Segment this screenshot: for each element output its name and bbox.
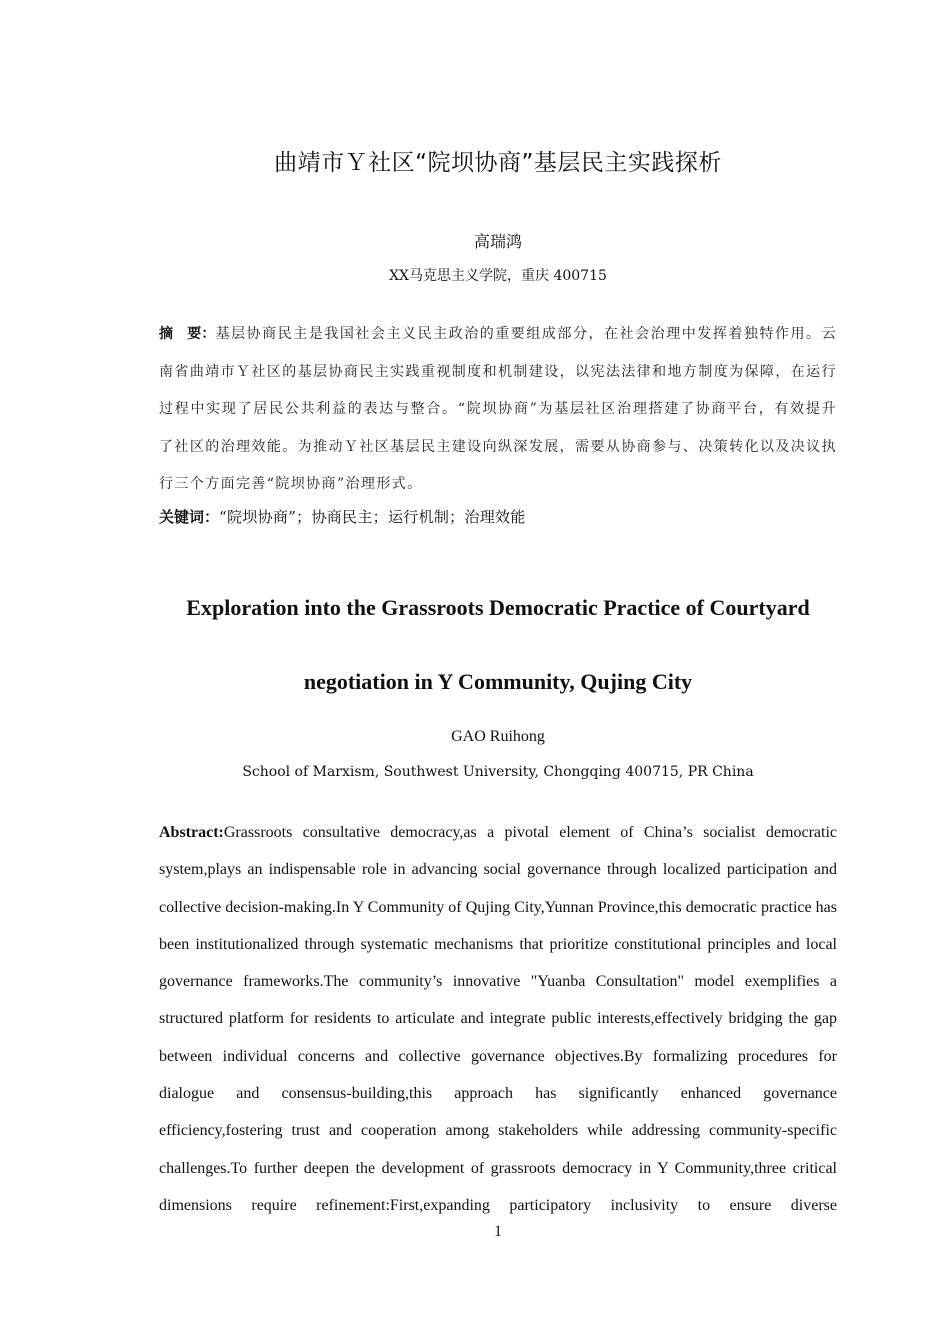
english-title-line-1: Exploration into the Grassroots Democratic Practice of Courtyard [186,595,810,620]
chinese-abstract-text: 基层协商民主是我国社会主义民主政治的重要组成部分，在社会治理中发挥着独特作用。云南省曲靖市Ｙ社区的基层协商民主实践重视制度和机制建设，以宪法法律和地方制度为保障，在运行过程中实现了居民公共利益的表达与整合。“院坝协商”为基层社区治理搭建了协商平台，有效提升了社区的治理效能。为推动Ｙ社区基层民主建设向纵深发展，需要从协商参与、决策转化以及决议执行三个方面完善“院坝协商”治理形式。 [159,326,838,492]
chinese-keywords [159,506,837,527]
chinese-keywords-label: 关键词： [159,508,220,526]
chinese-affiliation: XX马克思主义学院，重庆 400715 [389,268,607,284]
chinese-abstract [159,316,837,504]
page-number: 1 [494,1223,502,1240]
english-title-line-2: negotiation in Y Community, Qujing City [303,669,693,694]
english-abstract-text: Grassroots consultative democracy,as a pivotal element of China’s socialist democratic system,plays an indispensable role in advancing social governance through localized participation and collective decision-making.In Y Community of Qujing City,Yunnan Province,this democratic practice has been institutionalized through systematic mechanisms that prioritize constitutional principles and local governance frameworks.The community’s innovative "Yuanba Consultation" model exemplifies a structured platform for residents to articulate and integrate public interests,effectively bridging the gap between individual concerns and collective governance objectives.By formalizing procedures for dialogue and consensus-building,this approach has significantly enhanced governance efficiency,fostering trust and cooperation among stakeholders while addressing community-specific challenges.To further deepen the development of grassroots democracy in Y Community,three critical dimensions require refinement:First,expanding participatory inclusivity to ensure diverse [159,824,837,1214]
chinese-keywords-text: “院坝协商”；协商民主；运行机制；治理效能 [219,508,526,526]
english-abstract-label: Abstract: [159,824,224,841]
chinese-abstract-label: 摘 要： [159,326,216,342]
chinese-author: 高瑞鸿 [473,232,522,251]
english-author: GAO Ruihong [451,728,545,745]
english-title [159,571,837,719]
chinese-title: 曲靖市Ｙ社区“院坝协商”基层民主实践探析 [274,150,722,176]
english-abstract [159,814,837,1224]
english-affiliation: School of Marxism, Southwest University, Chongqing 400715, PR China [242,764,754,780]
